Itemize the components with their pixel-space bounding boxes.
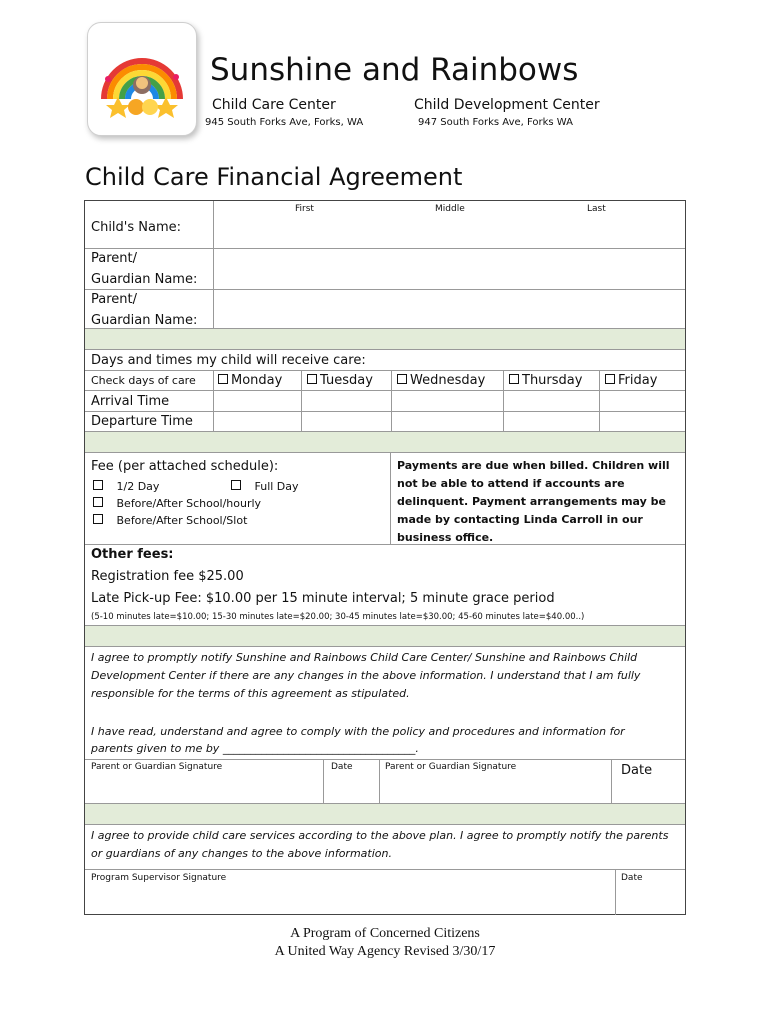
other-fees-heading: Other fees: [91, 547, 174, 562]
center1-address: 945 South Forks Ave, Forks, WA [205, 117, 364, 128]
middle-name-label: Middle [435, 204, 465, 214]
parent2-label-line1: Parent/ [91, 292, 137, 307]
parent1-label-line2: Guardian Name: [91, 272, 198, 287]
parent2-date-field[interactable] [613, 781, 683, 801]
fee-option-full-day[interactable]: Full Day [231, 480, 299, 493]
checkbox-icon [397, 374, 407, 384]
checkbox-icon [509, 374, 519, 384]
checkbox-icon [218, 374, 228, 384]
day-checkbox-wednesday[interactable]: Wednesday [397, 373, 485, 388]
day-checkbox-monday[interactable]: Monday [218, 373, 282, 388]
parent2-date-label: Date [621, 763, 653, 778]
parent2-name-field[interactable] [215, 291, 681, 327]
check-days-label: Check days of care [91, 374, 196, 387]
parent1-label-line1: Parent/ [91, 251, 137, 266]
logo [87, 22, 197, 136]
document-title: Child Care Financial Agreement [85, 163, 463, 191]
fee-option-before-after-hourly[interactable]: Before/After School/hourly [93, 497, 261, 510]
agreement-form [84, 200, 686, 915]
parent-date-label: Date [331, 762, 353, 772]
child-name-field[interactable] [215, 215, 681, 245]
center2-address: 947 South Forks Ave, Forks WA [418, 117, 573, 128]
fee-option-before-after-slot[interactable]: Before/After School/Slot [93, 514, 247, 527]
parent2-label-line2: Guardian Name: [91, 313, 198, 328]
checkbox-icon [93, 480, 103, 490]
schedule-heading: Days and times my child will receive care: [91, 353, 366, 368]
checkbox-icon [307, 374, 317, 384]
parent-date-field[interactable] [325, 773, 377, 801]
footer-line1: A Program of Concerned Citizens [290, 926, 480, 941]
parent1-name-field[interactable] [215, 250, 681, 288]
fee-heading: Fee (per attached schedule): [91, 459, 279, 474]
checkbox-icon [605, 374, 615, 384]
policy-acknowledgement-line1: I have read, understand and agree to comply with the policy and procedures and information for [91, 725, 625, 738]
departure-time-label: Departure Time [91, 414, 193, 429]
center2-name: Child Development Center [414, 97, 600, 113]
supervisor-signature-field[interactable] [87, 885, 611, 913]
checkbox-icon [231, 480, 241, 490]
parent2-signature-field[interactable] [381, 773, 609, 801]
parent-signature-field[interactable] [87, 773, 321, 801]
fee-option-half-day[interactable]: 1/2 Day [93, 480, 159, 493]
arrival-time-label: Arrival Time [91, 394, 170, 409]
late-pickup-fee: Late Pick-up Fee: $10.00 per 15 minute interval; 5 minute grace period [91, 591, 555, 606]
supervisor-date-label: Date [621, 873, 643, 883]
supervisor-signature-label: Program Supervisor Signature [91, 873, 227, 883]
parent-signature-label: Parent or Guardian Signature [91, 762, 223, 772]
organization-name: Sunshine and Rainbows [210, 52, 579, 88]
registration-fee: Registration fee $25.00 [91, 569, 244, 584]
provider-statement: I agree to provide child care services according to the above plan. I agree to promptly notify the parents or guardians of any changes to the above information. [91, 829, 669, 860]
center1-name: Child Care Center [212, 97, 336, 113]
parent2-signature-label: Parent or Guardian Signature [385, 762, 517, 772]
parent-agreement-text: I agree to promptly notify Sunshine and Rainbows Child Care Center/ Sunshine and Rainbows Child Development Center if there are any changes in the above information. I understand that I am fully responsible for the terms of this agreement as stipulated. [91, 651, 641, 700]
rainbow-logo-icon [96, 33, 188, 125]
last-name-label: Last [587, 204, 606, 214]
payment-note: Payments are due when billed. Children will not be able to attend if accounts are delinquent. Payment arrangements may be made by contacting Linda Carroll in our business office. [397, 459, 670, 544]
supervisor-date-field[interactable] [617, 885, 683, 913]
footer-line2: A United Way Agency Revised 3/30/17 [274, 944, 496, 959]
child-name-label: Child's Name: [91, 220, 182, 235]
checkbox-icon [93, 514, 103, 524]
checkbox-icon [93, 497, 103, 507]
day-checkbox-tuesday[interactable]: Tuesday [307, 373, 373, 388]
policy-acknowledgement-line2: parents given to me by ___________________________________. [91, 742, 419, 755]
late-pickup-detail: (5-10 minutes late=$10.00; 15-30 minutes late=$20.00; 30-45 minutes late=$30.00; 45-60 minutes late=$40.00..) [91, 612, 585, 622]
day-checkbox-friday[interactable]: Friday [605, 373, 657, 388]
day-checkbox-thursday[interactable]: Thursday [509, 373, 582, 388]
first-name-label: First [295, 204, 314, 214]
